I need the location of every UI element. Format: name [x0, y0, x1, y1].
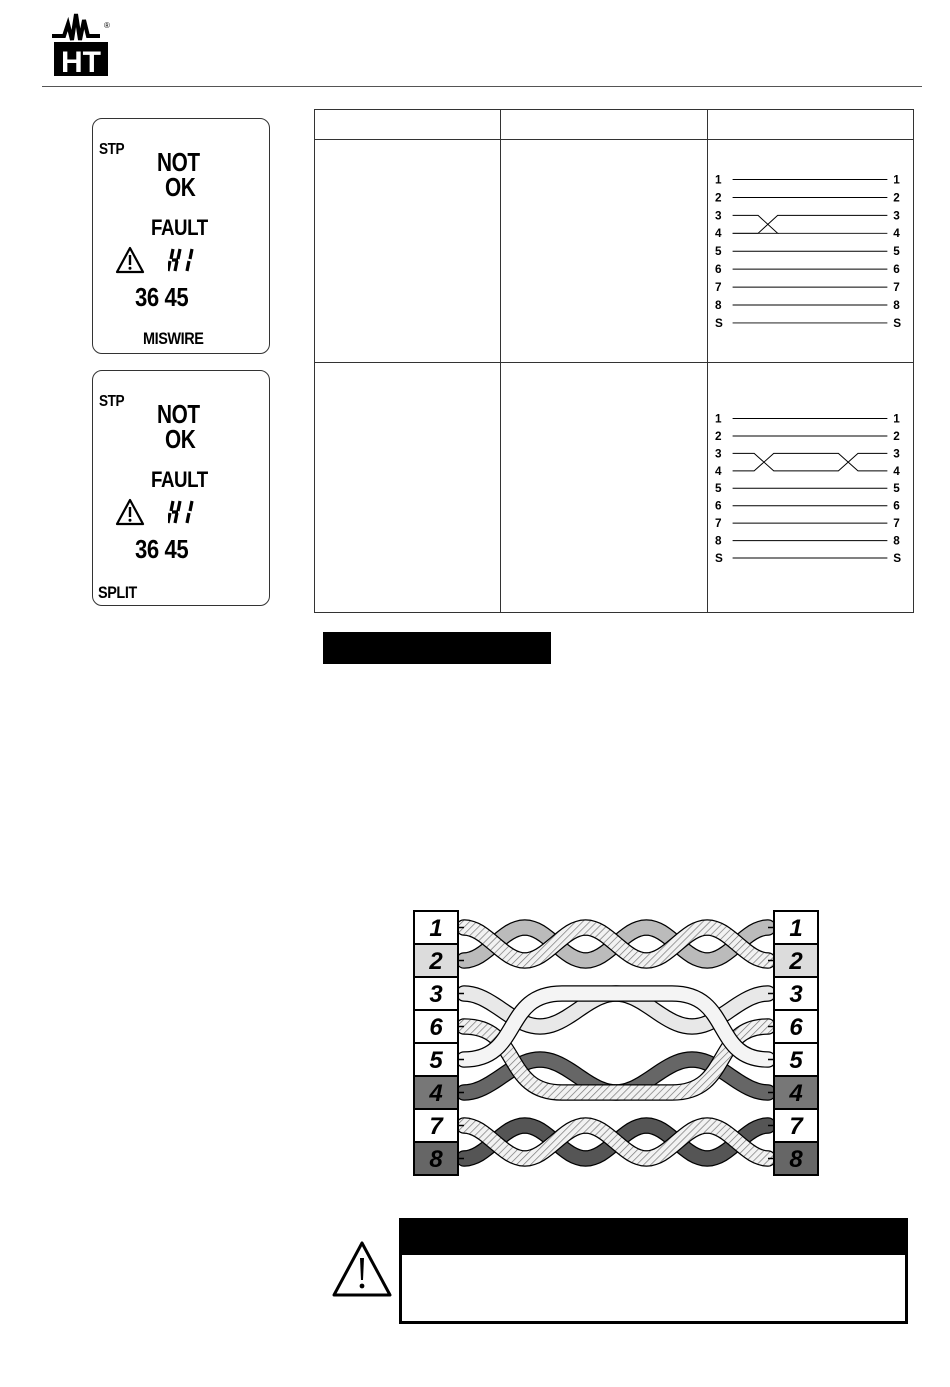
pin-number: 6: [789, 1014, 803, 1041]
pin-label: 1: [714, 412, 722, 426]
pin-number: 6: [429, 1014, 443, 1041]
miswire-wiring-diagram: [713, 168, 905, 338]
pin-label: 7: [893, 281, 900, 295]
lcd-cable-type: STP: [99, 141, 125, 158]
pin-label: 4: [893, 227, 900, 241]
warning-header-bar: [402, 1221, 905, 1255]
ht-logo-icon: [50, 10, 110, 78]
pin-label: 8: [893, 298, 900, 312]
warning-box: [399, 1218, 908, 1324]
pin-number: 1: [789, 915, 803, 942]
table-column-divider: [500, 110, 501, 612]
pin-label: 6: [893, 499, 900, 513]
lcd-fault-pins: 36 45: [135, 534, 189, 564]
twisted-pairs-illustration: [412, 908, 822, 1180]
lcd-fault-label: FAULT: [151, 215, 208, 240]
pin-label: 3: [893, 447, 900, 461]
pin-label: S: [714, 551, 723, 565]
pin-label: 3: [714, 447, 722, 461]
warning-triangle-icon: [115, 498, 145, 526]
segment-digits-icon: [168, 499, 202, 525]
lcd-result-line2: OK: [165, 424, 196, 454]
pin-label: 7: [714, 281, 722, 295]
lcd-mode-label: SPLIT: [98, 583, 137, 602]
pin-number: 4: [789, 1080, 803, 1107]
pin-label: S: [893, 316, 902, 330]
pin-label: 3: [714, 209, 722, 223]
wire-line: [733, 215, 778, 233]
pin-number: 8: [789, 1146, 803, 1173]
fault-table: [314, 109, 914, 613]
pin-label: 8: [714, 534, 722, 548]
pin-label: 5: [893, 245, 900, 259]
pin-number: 7: [429, 1113, 443, 1140]
lcd-fault-label: FAULT: [151, 467, 208, 492]
warning-triangle-icon: [331, 1240, 393, 1298]
pin-label: 6: [714, 263, 722, 277]
logo-registered-mark: ®: [104, 21, 110, 30]
pin-label: 8: [714, 298, 722, 312]
lcd-cable-type: STP: [99, 393, 125, 410]
pin-label: 2: [714, 191, 722, 205]
pin-number: 4: [429, 1080, 443, 1107]
table-column-divider: [707, 110, 708, 612]
pin-label: 8: [893, 534, 900, 548]
pin-label: 3: [893, 209, 900, 223]
pin-label: 1: [893, 412, 900, 426]
warning-triangle-icon: [115, 246, 145, 274]
pin-number: 7: [789, 1113, 803, 1140]
pin-label: 4: [893, 464, 900, 478]
lcd-result-line1: NOT: [157, 147, 200, 177]
table-row-divider: [315, 362, 913, 363]
pin-label: 6: [893, 263, 900, 277]
wire-line: [733, 453, 888, 470]
pin-label: 5: [893, 482, 900, 496]
pin-number: 3: [789, 981, 803, 1008]
pin-label: 2: [893, 429, 900, 443]
pin-number: 3: [429, 981, 443, 1008]
pin-number: 2: [429, 948, 443, 975]
pin-label: 2: [714, 429, 722, 443]
pin-number: 1: [429, 915, 443, 942]
wire-line: [733, 215, 888, 233]
pin-number: 5: [789, 1047, 803, 1074]
lcd-display-miswire: [92, 118, 270, 354]
pin-label: 7: [714, 517, 722, 531]
pin-number: 2: [789, 948, 803, 975]
pin-label: 2: [893, 191, 900, 205]
logo-text: HT: [61, 46, 101, 78]
pin-label: 1: [714, 173, 722, 187]
pin-label: 4: [714, 464, 722, 478]
pin-label: 1: [893, 173, 900, 187]
lcd-result-line1: NOT: [157, 399, 200, 429]
pin-label: S: [714, 316, 723, 330]
wire-line: [733, 453, 888, 470]
table-header-divider: [315, 139, 913, 140]
pin-label: 7: [893, 517, 900, 531]
segment-digits-icon: [168, 247, 202, 273]
header-divider: [42, 86, 922, 87]
pin-number: 5: [429, 1047, 443, 1074]
pin-label: 5: [714, 482, 722, 496]
pin-label: 5: [714, 245, 722, 259]
pin-label: 6: [714, 499, 722, 513]
pin-label: 4: [714, 227, 722, 241]
pin-label: S: [893, 551, 902, 565]
lcd-display-split: [92, 370, 270, 606]
lcd-result-line2: OK: [165, 172, 196, 202]
lcd-mode-label: MISWIRE: [143, 329, 204, 348]
split-wiring-diagram: [713, 407, 905, 577]
section-heading-bar: [323, 632, 551, 664]
pin-number: 8: [429, 1146, 443, 1173]
lcd-fault-pins: 36 45: [135, 282, 189, 312]
